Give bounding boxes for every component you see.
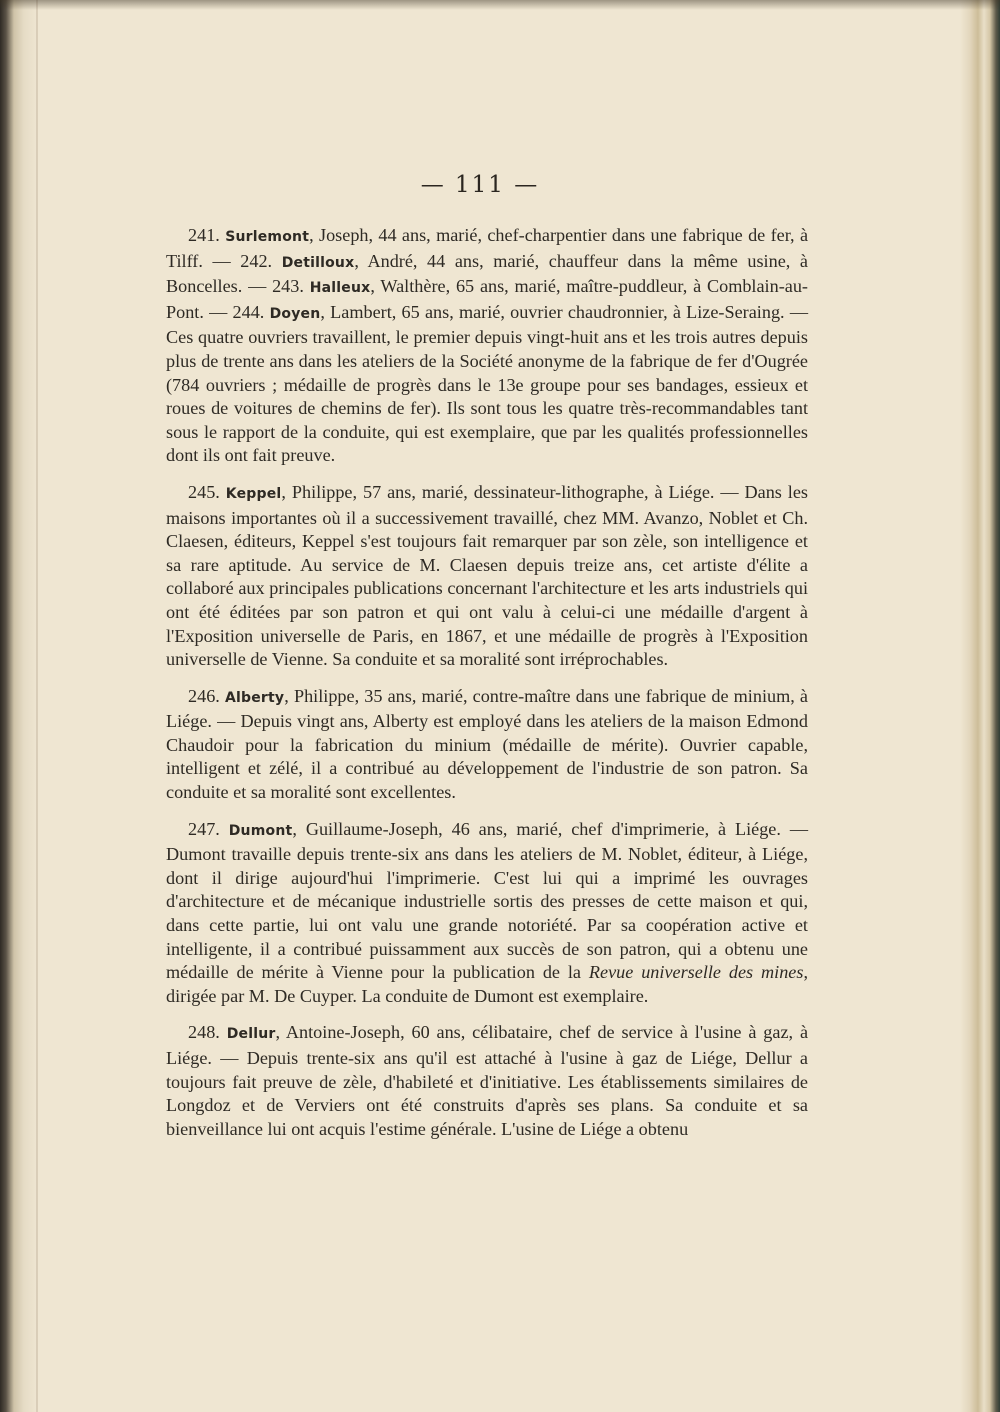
entry-text: , Joseph, 44 ans, marié, chef-charpentier dans une fabrique de fer, à Tilff. — 242. bbox=[166, 225, 809, 271]
entry-number: 247. bbox=[188, 818, 220, 839]
person-name: Keppel bbox=[225, 485, 282, 502]
gutter-shadow bbox=[36, 0, 38, 1412]
person-name: Detilloux bbox=[281, 254, 355, 271]
book-spine bbox=[0, 0, 38, 1412]
person-name: Surlemont bbox=[225, 229, 310, 245]
person-name: Dellur bbox=[226, 1026, 276, 1043]
entry-paragraph bbox=[166, 1021, 808, 1141]
entry-text: , Guillaume-Joseph, 46 ans, marié, chef d'imprimerie, à Liége. — Dumont travaille depuis trente-six ans dans les ateliers de M. Noblet, éditeur, à Liége, dont il dirige aujourd'hui l'imprimerie. C'est lui qui a imprimé les ouvrages d'architecture et de mécanique industrielle sortis des presses de cette maison et qui, dans cette partie, lui ont valu une grande notoriété. Par sa coopération active et intelligente, il a contribué puissamment aux succès de son patron, qui a obtenu une médaille de mérite à Vienne pour la publication de la bbox=[166, 818, 809, 983]
body-text bbox=[166, 224, 808, 1154]
top-shadow bbox=[0, 0, 1000, 10]
entry-number: 241. bbox=[188, 225, 220, 245]
entry-paragraph bbox=[166, 481, 808, 672]
entry-paragraph bbox=[166, 685, 808, 805]
entry-number: 248. bbox=[188, 1022, 220, 1043]
entry-text: , Walthère, 65 ans, marié, maître-puddleur, à Comblain-au-Pont. — 244. bbox=[166, 276, 808, 322]
entry-text: , Antoine-Joseph, 60 ans, célibataire, chef de service à l'usine à gaz, à Liége. — Depuis trente-six ans qu'il est attaché à l'usine à gaz de Liége, Dellur a toujours fait preuve de zèle, d'habileté et d'initiative. Les établissements similaires de Longdoz et de Verviers ont été construits d'après ses plans. Sa conduite et sa bienveillance lui ont acquis l'estime générale. L'usine de Liége a obtenu bbox=[166, 1022, 809, 1139]
entry-text: , Philippe, 57 ans, marié, dessinateur-lithographe, à Liége. — Dans les maisons importantes où il a successivement travaillé, chez MM. Avanzo, Noblet et Ch. Claesen, éditeurs, Keppel s'est toujours fait remarquer par son zèle, son intelligence et sa rare aptitude. Au service de M. Claesen depuis treize ans, cet artiste d'élite a collaboré aux principales publications concernant l'architecture et les arts industriels qui ont été éditées par son patron et qui ont valu à celui-ci une médaille d'argent à l'Exposition universelle de Paris, en 1867, et une médaille de progrès à l'Exposition universelle de Vienne. Sa conduite et sa moralité sont irréprochables. bbox=[166, 481, 809, 670]
page-edge bbox=[960, 0, 1000, 1412]
page-number-header: — 111 — bbox=[420, 172, 540, 198]
entry-text: , dirigée par M. De Cuyper. La conduite de Dumont est exemplaire. bbox=[166, 962, 808, 1006]
person-name: Halleux bbox=[309, 280, 371, 297]
entry-text: , Philippe, 35 ans, marié, contre-maître dans une fabrique de minium, à Liége. — Depuis vingt ans, Alberty est employé dans les ateliers de la maison Edmond Chaudoir pour la fabrication du minium (médaille de mérite). Ouvrier capable, intelligent et zélé, il a contribué au développement de l'industrie de son patron. Sa conduite et sa moralité sont excellentes. bbox=[166, 685, 809, 803]
publication-title: Revue universelle des mines bbox=[588, 962, 804, 983]
person-name: Doyen bbox=[269, 305, 321, 322]
entry-text: , Lambert, 65 ans, marié, ouvrier chaudronnier, à Lize-Seraing. — Ces quatre ouvriers travaillent, le premier depuis vingt-huit ans et les trois autres depuis plus de trente ans dans les ateliers de la Société anonyme de la fabrique de fer d'Ougrée (784 ouvriers ; médaille de progrès dans le 13e groupe pour ses bandages, essieux et roues de voitures de chemins de fer). Ils sont tous les quatre très-recommandables tant sous le rapport de la conduite, qui est exemplaire, que par les qualités professionnelles dont ils ont fait preuve. bbox=[166, 301, 809, 466]
person-name: Dumont bbox=[228, 822, 293, 839]
entry-number: 246. bbox=[188, 685, 220, 706]
entry-paragraph bbox=[166, 224, 808, 468]
entry-text: , André, 44 ans, marié, chauffeur dans la même usine, à Boncelles. — 243. bbox=[166, 250, 808, 297]
entry-number: 245. bbox=[188, 481, 220, 502]
person-name: Alberty bbox=[224, 689, 285, 706]
entry-paragraph bbox=[166, 818, 808, 1009]
